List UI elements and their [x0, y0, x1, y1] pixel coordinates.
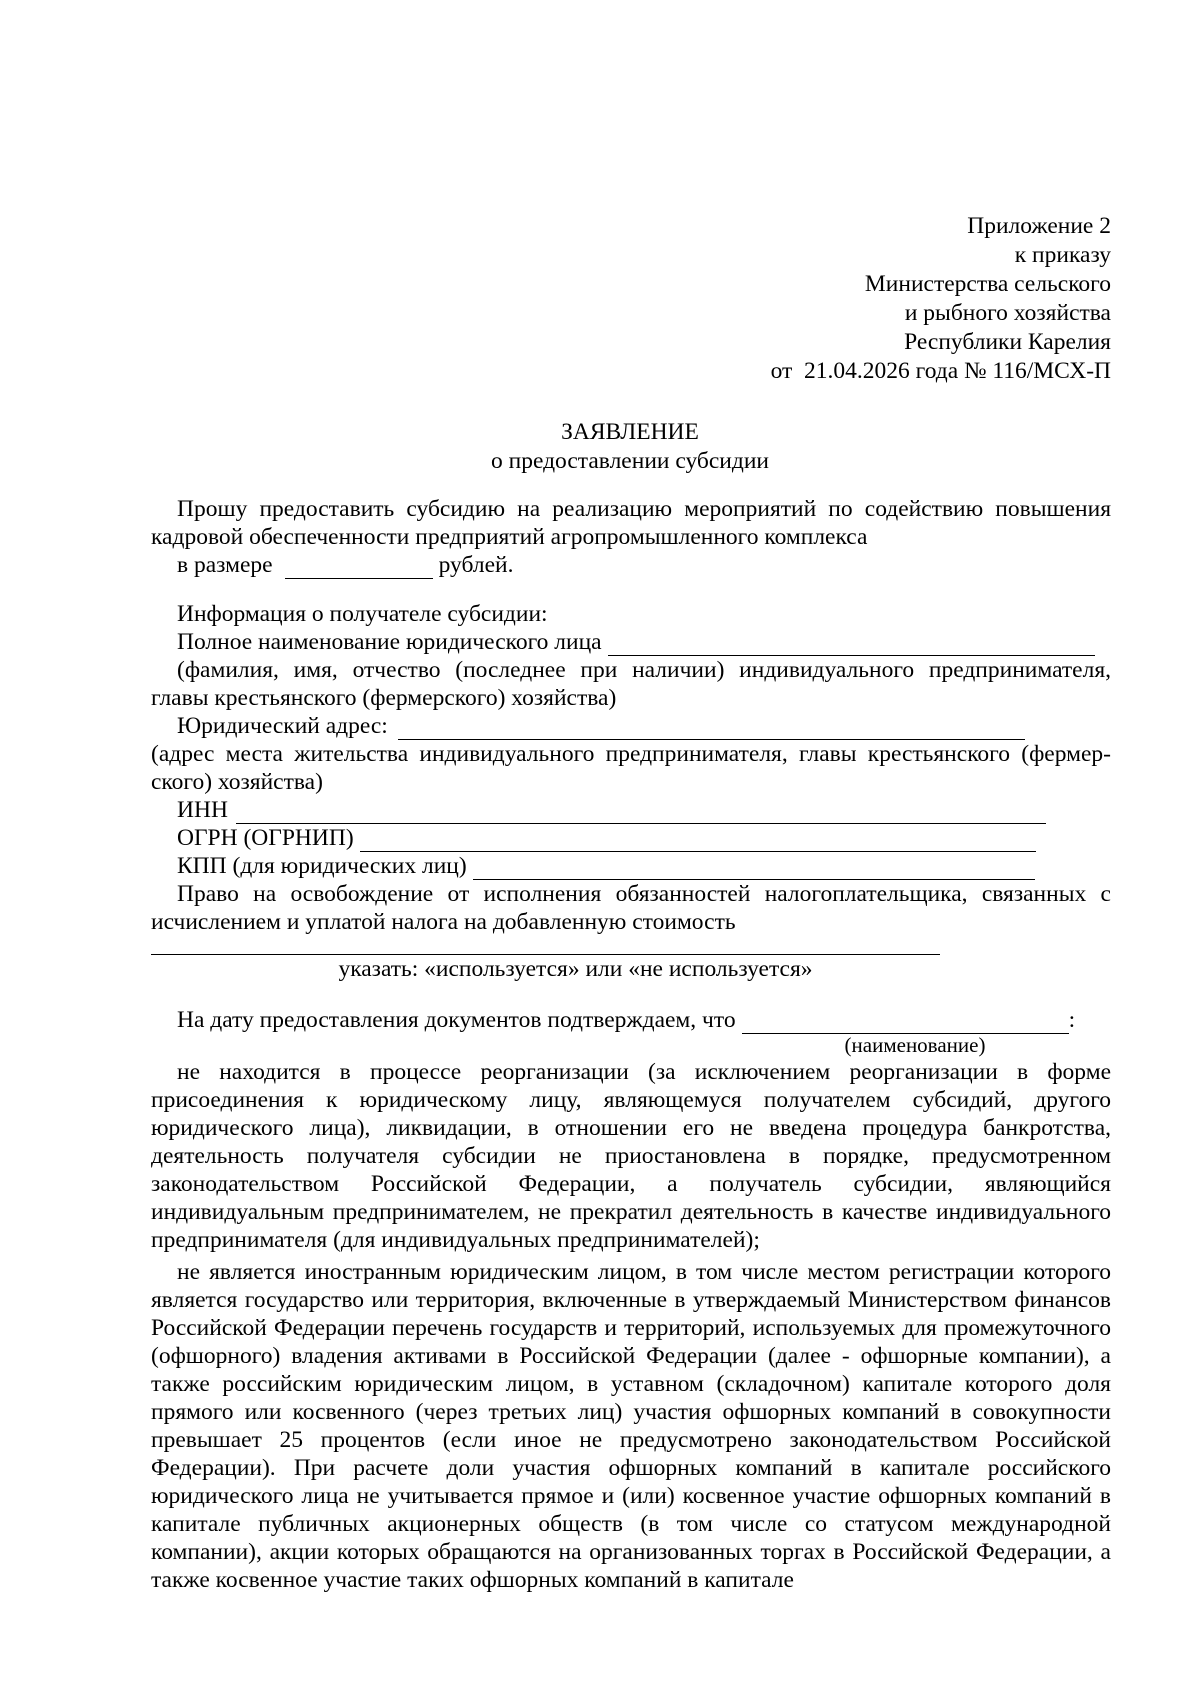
name-caption: (наименование) — [844, 1033, 986, 1057]
fio-note: (фамилия, имя, отчество (последнее при наличии) индивидуального предпринимателя, главы крестьянского (фермерского) хозяйства) — [151, 657, 1111, 711]
title-main: ЗАЯВЛЕНИЕ — [561, 419, 699, 445]
document-title — [0, 418, 1200, 476]
inn-row — [151, 796, 1111, 824]
kpp-field[interactable] — [473, 859, 1035, 880]
confirm-colon: : — [1068, 1007, 1076, 1033]
amount-row — [151, 551, 1111, 579]
vat-caption: указать: «используется» или «не используется» — [338, 956, 813, 982]
kpp-row — [151, 852, 1111, 880]
condition-paragraph-1: не находится в процессе реорганизации (за исключением реорганизации в форме присоединения к юридическому лицу, являющемуся получателем субсидий, другого юридического лица), ликвидации, в отношении его не введена процедура банкротства, деятельность получателя субсидии не приостановлена в порядке, предусмотренном законодательством Российской Федерации, а получатель субсидии, являющийся индивидуальным предпринимателем, не прекратил деятельность в качестве индивидуального предпринимателя (для индивидуальных предпринимателей); — [151, 1059, 1111, 1253]
legal-address-row — [151, 712, 1111, 740]
legal-address-label: Юридический адрес: — [177, 713, 388, 739]
ogrn-row — [151, 824, 1111, 852]
appendix-line: к приказу — [1014, 242, 1111, 268]
appendix-line: Приложение 2 — [967, 213, 1111, 239]
full-name-label: Полное наименование юридического лица — [177, 629, 602, 655]
title-sub: о предоставлении субсидии — [491, 448, 769, 474]
recipient-info — [151, 600, 1111, 983]
full-name-field[interactable] — [608, 635, 1095, 656]
ogrn-label: ОГРН (ОГРНИП) — [177, 825, 354, 851]
vat-text: Право на освобождение от исполнения обязанностей налогоплательщика, связанных с исчислением и уплатой налога на добавленную стоимость — [151, 881, 1111, 935]
inn-field[interactable] — [236, 803, 1046, 824]
appendix-line: Республики Карелия — [904, 329, 1111, 355]
full-name-row — [151, 628, 1111, 656]
recipient-name-field[interactable] — [742, 1013, 1069, 1034]
amount-prefix: в размере — [177, 552, 273, 578]
appendix-line: и рыбного хозяйства — [904, 300, 1111, 326]
appendix-line: от 21.04.2026 года № 116/МСХ-П — [770, 358, 1111, 384]
info-heading: Информация о получателе субсидии: — [177, 601, 548, 627]
legal-address-field[interactable] — [398, 719, 1025, 740]
appendix-block — [771, 212, 1111, 386]
ogrn-field[interactable] — [360, 831, 1036, 852]
inn-label: ИНН — [177, 797, 228, 823]
amount-suffix: рублей. — [438, 552, 514, 578]
confirm-text: На дату предоставления документов подтверждаем, что — [177, 1007, 736, 1033]
request-text: Прошу предоставить субсидию на реализацию мероприятий по содействию повышения кадровой обеспеченности предприятий агропромышленного комплекса — [151, 496, 1111, 550]
address-note: (адрес места жительства индивидуального предпринимателя, главы крестьянского (фермер-ского) хозяйства) — [151, 741, 1111, 795]
confirmation-section — [151, 1006, 1111, 1594]
request-section — [151, 495, 1111, 579]
amount-field[interactable] — [285, 558, 433, 579]
appendix-line: Министерства сельского — [864, 271, 1111, 297]
confirm-row — [151, 1006, 1111, 1034]
kpp-label: КПП (для юридических лиц) — [177, 853, 467, 879]
condition-paragraph-2: не является иностранным юридическим лицом, в том числе местом регистрации которого является государство или территория, включенные в утверждаемый Министерством финансов Российской Федерации перечень государств и территорий, используемых для промежуточного (офшорного) владения активами в Российской Федерации (далее - офшорные компании), а также российским юридическим лицом, в уставном (складочном) капитале которого доля прямого или косвенного (через третьих лиц) участия офшорных компаний в совокупности превышает 25 процентов (если иное не предусмотрено законодательством Российской Федерации). При расчете доли участия офшорных компаний в капитале российского юридического лица не учитывается прямое и (или) косвенное участие офшорных компаний в капитале публичных акционерных обществ (в том числе со статусом международной компании), акции которых обращаются на организованных торгах в Российской Федерации, а также косвенное участие таких офшорных компаний в капитале — [151, 1259, 1111, 1593]
